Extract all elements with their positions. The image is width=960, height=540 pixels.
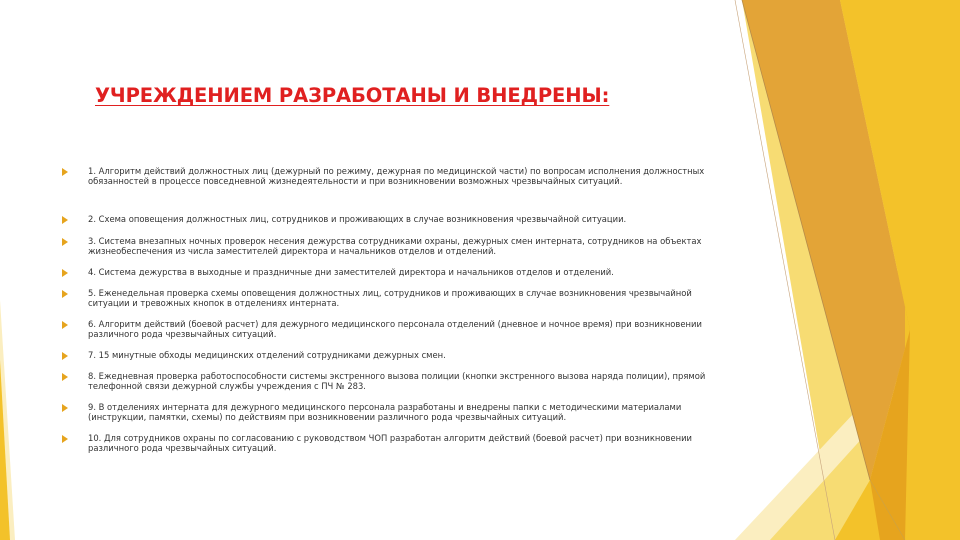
list-item-text: 4. Система дежурства в выходные и праздничные дни заместителей директора и начальников отделов и отделений. [88, 267, 614, 277]
triangle-bullet-icon [62, 321, 68, 329]
slide-title: УЧРЕЖДЕНИЕМ РАЗРАБОТАНЫ И ВНЕДРЕНЫ: [95, 84, 610, 107]
triangle-bullet-icon [62, 352, 68, 360]
list-item-text: 5. Еженедельная проверка схемы оповещения должностных лиц, сотрудников и проживающих в случае возникновения чрезвычайной ситуации и тревожных кнопок в отделениях интерната. [88, 288, 692, 308]
list-item-text: 1. Алгоритм действий должностных лиц (дежурный по режиму, дежурная по медицинской части) по вопросам исполнения должностных обязанностей в процессе повседневной жизнедеятельности и при возникновении возможных чрезвычайных ситуаций. [88, 166, 705, 186]
list-item-text: 8. Ежедневная проверка работоспособности системы экстренного вызова полиции (кнопки экстренного вызова наряда полиции), прямой телефонной связи дежурной службы учреждения с ПЧ № 283. [88, 371, 706, 391]
triangle-bullet-icon [62, 216, 68, 224]
triangle-bullet-icon [62, 238, 68, 246]
list-item-text: 3. Система внезапных ночных проверок несения дежурства сотрудниками охраны, дежурных смен интерната, сотрудников на объектах жизнеобеспечения из числа заместителей директора и начальников отделов и отделений. [88, 236, 702, 256]
list-item-text: 10. Для сотрудников охраны по согласованию с руководством ЧОП разработан алгоритм действий (боевой расчет) при возникновении различного рода чрезвычайных ситуаций. [88, 433, 692, 453]
triangle-bullet-icon [62, 269, 68, 277]
list-item-text: 6. Алгоритм действий (боевой расчет) для дежурного медицинского персонала отделений (дневное и ночное время) при возникновении различного рода чрезвычайных ситуаций. [88, 319, 702, 339]
list-item-text: 2. Схема оповещения должностных лиц, сотрудников и проживающих в случае возникновения чрезвычайной ситуации. [88, 214, 627, 224]
list-item-text: 7. 15 минутные обходы медицинских отделений сотрудниками дежурных смен. [88, 350, 446, 360]
list-item-text: 9. В отделениях интерната для дежурного медицинского персонала разработаны и внедрены папки с методическими материалами (инструкции, памятки, схемы) по действиям при возникновении различного рода чрезвычайных ситуаций. [88, 402, 682, 422]
triangle-bullet-icon [62, 435, 68, 443]
triangle-bullet-icon [62, 404, 68, 412]
triangle-bullet-icon [62, 373, 68, 381]
triangle-bullet-icon [62, 290, 68, 298]
triangle-bullet-icon [62, 168, 68, 176]
